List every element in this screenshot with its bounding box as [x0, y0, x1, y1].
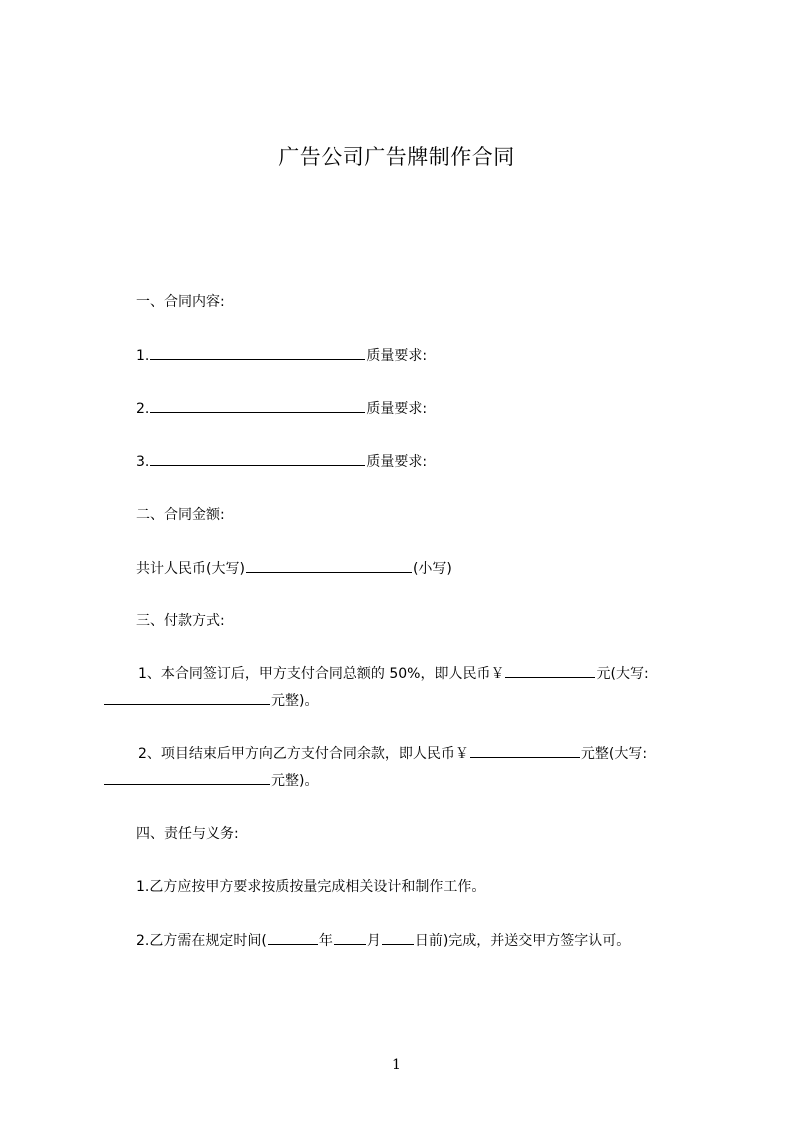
payment-item-1-text: 1、本合同签订后，甲方支付合同总额的 50%，即人民币￥	[138, 666, 505, 682]
fill-blank[interactable]	[150, 398, 365, 413]
payment-item-1	[104, 661, 704, 715]
page-number: 1	[392, 1057, 401, 1073]
fill-blank[interactable]	[382, 930, 414, 945]
payment-item-1-end: 元整)。	[271, 693, 319, 709]
section-heading-payment: 三、付款方式:	[136, 613, 225, 629]
amount-total-suffix: (小写)	[412, 561, 452, 577]
duties-month-label: 月	[366, 933, 381, 949]
fill-blank[interactable]	[104, 690, 270, 705]
content-item-number: 1.	[136, 348, 150, 364]
content-item-2	[136, 398, 427, 419]
fill-blank[interactable]	[150, 345, 365, 360]
duties-year-label: 年	[318, 933, 333, 949]
fill-blank[interactable]	[334, 930, 366, 945]
fill-blank[interactable]	[505, 663, 595, 678]
content-item-number: 3.	[136, 454, 150, 470]
content-item-suffix: 质量要求:	[366, 454, 428, 470]
section-heading-duties: 四、责任与义务:	[136, 826, 239, 842]
amount-total	[136, 558, 452, 579]
duties-day-label: 日前)完成，并送交甲方签字认可。	[414, 933, 631, 949]
payment-item-2-text: 2、项目结束后甲方向乙方支付合同余款，即人民币￥	[138, 746, 469, 762]
content-item-number: 2.	[136, 401, 150, 417]
fill-blank[interactable]	[104, 770, 270, 785]
content-item-suffix: 质量要求:	[366, 348, 428, 364]
fill-blank[interactable]	[268, 930, 318, 945]
content-item-1	[136, 345, 427, 366]
fill-blank[interactable]	[470, 743, 580, 758]
duties-item-2-prefix: 2.乙方需在规定时间(	[136, 933, 267, 949]
payment-item-2-mid: 元整(大写:	[580, 746, 648, 762]
payment-item-1-mid: 元(大写:	[596, 666, 649, 682]
fill-blank[interactable]	[246, 558, 412, 573]
payment-item-2	[104, 741, 704, 795]
content-item-suffix: 质量要求:	[366, 401, 428, 417]
fill-blank[interactable]	[150, 451, 365, 466]
section-heading-amount: 二、合同金额:	[136, 507, 225, 523]
amount-total-prefix: 共计人民币(大写)	[136, 561, 245, 577]
payment-item-2-end: 元整)。	[271, 773, 319, 789]
section-heading-content: 一、合同内容:	[136, 294, 225, 310]
document-title: 广告公司广告牌制作合同	[278, 145, 515, 169]
duties-item-1: 1.乙方应按甲方要求按质按量完成相关设计和制作工作。	[136, 879, 486, 895]
content-item-3	[136, 451, 427, 472]
duties-item-2	[136, 930, 630, 951]
